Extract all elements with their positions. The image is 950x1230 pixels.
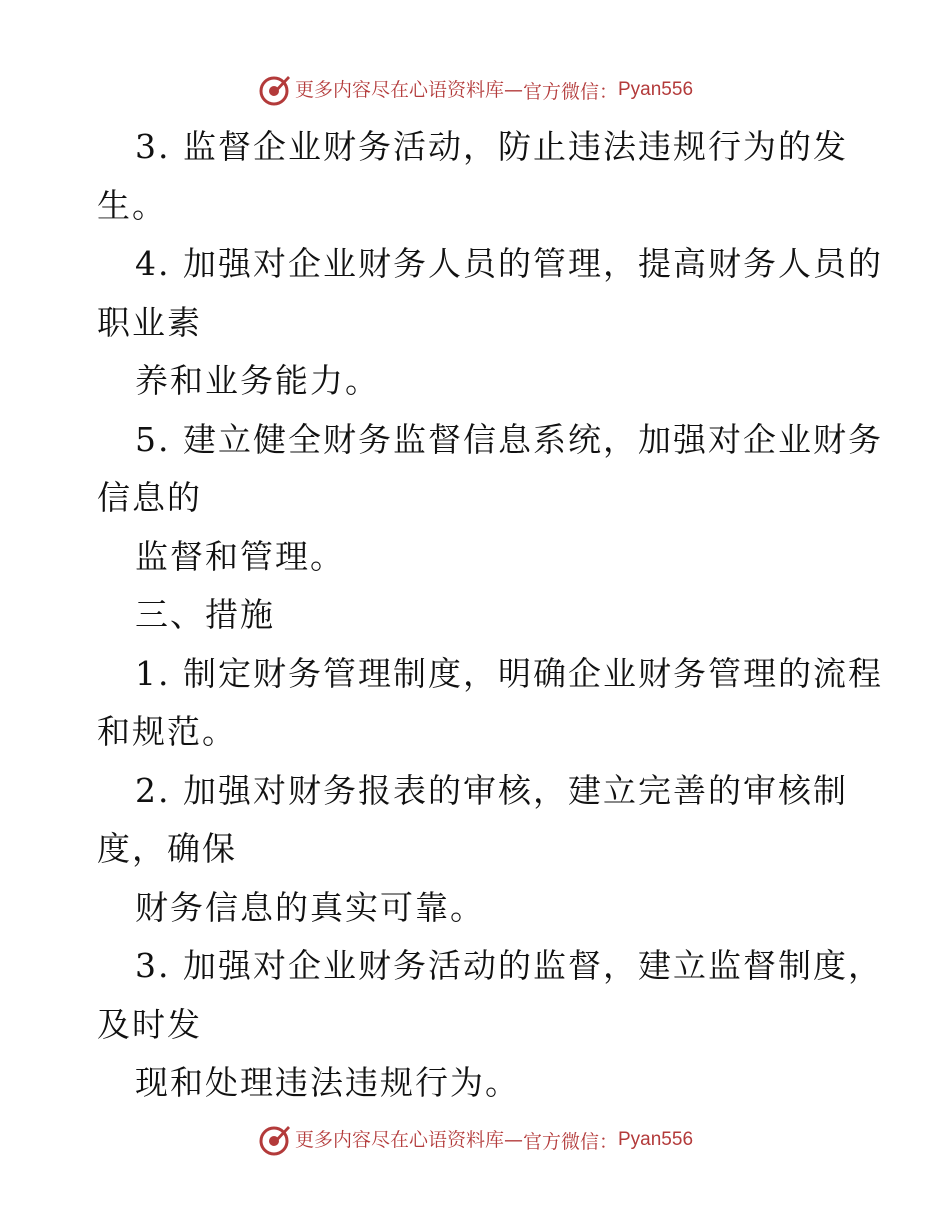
quill-logo-icon (257, 72, 293, 108)
text-line: 5. 建立健全财务监督信息系统，加强对企业财务 (135, 419, 883, 459)
quill-logo-icon (257, 1122, 293, 1158)
text-line: 职业素 (97, 302, 202, 342)
text-line: 监督和管理。 (135, 536, 345, 576)
banner-wechat-id: Pyan556 (618, 79, 694, 100)
text-line: 生。 (97, 185, 167, 225)
text-line: 及时发 (97, 1004, 202, 1044)
text-line: 养和业务能力。 (135, 361, 380, 400)
text-line: 财务信息的真实可靠。 (135, 887, 485, 927)
text-line: 信息的 (97, 478, 202, 517)
section-heading: 三、措施 (135, 595, 275, 634)
banner-text: 更多内容尽在心语资料库 (294, 79, 504, 101)
banner-wechat-label: 官方微信： (522, 1130, 618, 1153)
text-line: 3. 监督企业财务活动，防止违法违规行为的发 (135, 127, 848, 166)
header-banner (0, 70, 950, 110)
banner-separator: — (503, 79, 523, 101)
text-line: 1. 制定财务管理制度，明确企业财务管理的流程 (135, 653, 883, 693)
text-line: 现和处理违法违规行为。 (135, 1063, 520, 1102)
text-line: 和规范。 (97, 712, 237, 751)
footer-banner (0, 1120, 950, 1160)
text-line: 4. 加强对企业财务人员的管理，提高财务人员的 (135, 244, 883, 283)
banner-wechat-label: 官方微信： (522, 80, 618, 103)
text-line: 度，确保 (97, 829, 237, 868)
banner-wechat-id: Pyan556 (618, 1129, 694, 1150)
document-body (97, 118, 883, 1113)
banner-separator: — (503, 1129, 523, 1151)
text-line: 2. 加强对财务报表的审核，建立完善的审核制 (135, 770, 848, 810)
text-line: 3. 加强对企业财务活动的监督，建立监督制度， (135, 946, 883, 985)
banner-text: 更多内容尽在心语资料库 (294, 1129, 504, 1151)
